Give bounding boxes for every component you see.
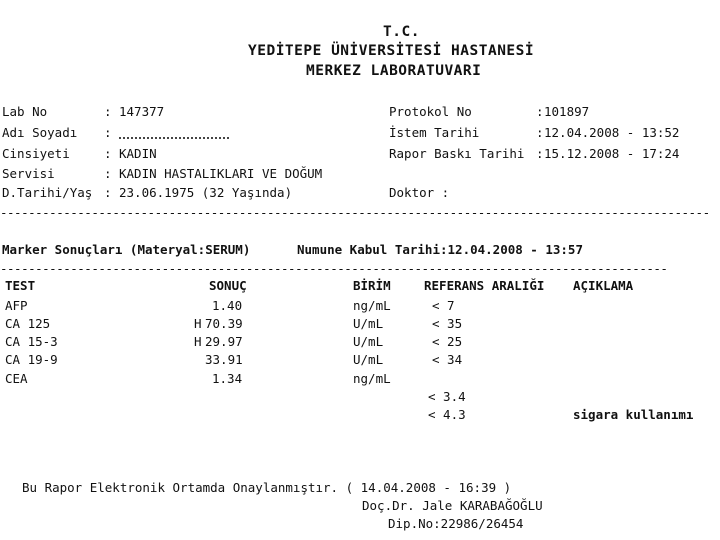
sample-accept-date: Numune Kabul Tarihi:12.04.2008 - 13:57 bbox=[297, 242, 583, 257]
result-value: 1.40 bbox=[212, 298, 243, 313]
divider: ----------------------------------------------------------------------------------------------------- bbox=[0, 205, 710, 220]
unit: ng/mL bbox=[353, 298, 391, 313]
colon: : bbox=[104, 104, 112, 119]
col-unit: BİRİM bbox=[353, 278, 391, 293]
result-value: 1.34 bbox=[212, 371, 243, 386]
diploma-number: Dip.No:22986/26454 bbox=[388, 516, 524, 531]
colon: : bbox=[104, 146, 112, 161]
unit: U/mL bbox=[353, 334, 384, 349]
section-title: Marker Sonuçları (Materyal:SERUM) bbox=[2, 242, 251, 257]
approving-doctor: Doç.Dr. Jale KARABAĞOĞLU bbox=[362, 498, 543, 513]
print-date-value: 15.12.2008 - 17:24 bbox=[544, 146, 680, 161]
print-date-label: Rapor Baskı Tarihi bbox=[389, 146, 525, 161]
colon: : bbox=[536, 104, 544, 119]
dob-label: D.Tarihi/Yaş bbox=[2, 185, 93, 200]
extra-reference: < 4.3 bbox=[428, 407, 466, 422]
reference: < 34 bbox=[432, 352, 463, 367]
doctor-label: Doktor : bbox=[389, 185, 450, 200]
sex-label: Cinsiyeti bbox=[2, 146, 70, 161]
service-label: Servisi bbox=[2, 166, 55, 181]
col-test: TEST bbox=[5, 278, 36, 293]
sex-value: KADIN bbox=[119, 146, 157, 161]
colon: : bbox=[104, 125, 112, 140]
service-value: KADIN HASTALIKLARI VE DOĞUM bbox=[119, 166, 323, 181]
unit: U/mL bbox=[353, 316, 384, 331]
request-date-label: İstem Tarihi bbox=[389, 125, 480, 140]
colon: : bbox=[104, 185, 112, 200]
extra-reference: < 3.4 bbox=[428, 389, 466, 404]
divider: ----------------------------------------------------------------------------------------------- bbox=[0, 261, 668, 276]
result-value: 29.97 bbox=[205, 334, 243, 349]
flag: H bbox=[194, 316, 202, 331]
colon: : bbox=[536, 125, 544, 140]
test-name: CA 125 bbox=[5, 316, 51, 331]
header-tc: T.C. bbox=[383, 24, 420, 40]
reference: < 25 bbox=[432, 334, 463, 349]
colon: : bbox=[536, 146, 544, 161]
unit: ng/mL bbox=[353, 371, 391, 386]
lab-no-label: Lab No bbox=[2, 104, 48, 119]
protocol-value: 101897 bbox=[544, 104, 590, 119]
unit: U/mL bbox=[353, 352, 384, 367]
lab-no-value: 147377 bbox=[119, 104, 165, 119]
laboratory-name: MERKEZ LABORATUVARI bbox=[306, 63, 482, 79]
result-value: 70.39 bbox=[205, 316, 243, 331]
col-result: SONUÇ bbox=[209, 278, 247, 293]
col-reference: REFERANS ARALIĞI bbox=[424, 278, 545, 293]
test-name: CA 19-9 bbox=[5, 352, 58, 367]
test-name: CA 15-3 bbox=[5, 334, 58, 349]
redaction-mark bbox=[119, 129, 229, 139]
result-value: 33.91 bbox=[205, 352, 243, 367]
col-note: AÇIKLAMA bbox=[573, 278, 634, 293]
name-label: Adı Soyadı bbox=[2, 125, 78, 140]
reference: < 7 bbox=[432, 298, 455, 313]
protocol-label: Protokol No bbox=[389, 104, 472, 119]
test-name: CEA bbox=[5, 371, 28, 386]
request-date-value: 12.04.2008 - 13:52 bbox=[544, 125, 680, 140]
dob-value: 23.06.1975 (32 Yaşında) bbox=[119, 185, 293, 200]
flag: H bbox=[194, 334, 202, 349]
note-text: sigara kullanımı bbox=[573, 407, 694, 422]
approval-text: Bu Rapor Elektronik Ortamda Onaylanmıştır. ( 14.04.2008 - 16:39 ) bbox=[22, 480, 512, 495]
colon: : bbox=[104, 166, 112, 181]
name-value-redacted bbox=[119, 125, 229, 140]
reference: < 35 bbox=[432, 316, 463, 331]
hospital-name: YEDİTEPE ÜNİVERSİTESİ HASTANESİ bbox=[248, 43, 535, 59]
test-name: AFP bbox=[5, 298, 28, 313]
